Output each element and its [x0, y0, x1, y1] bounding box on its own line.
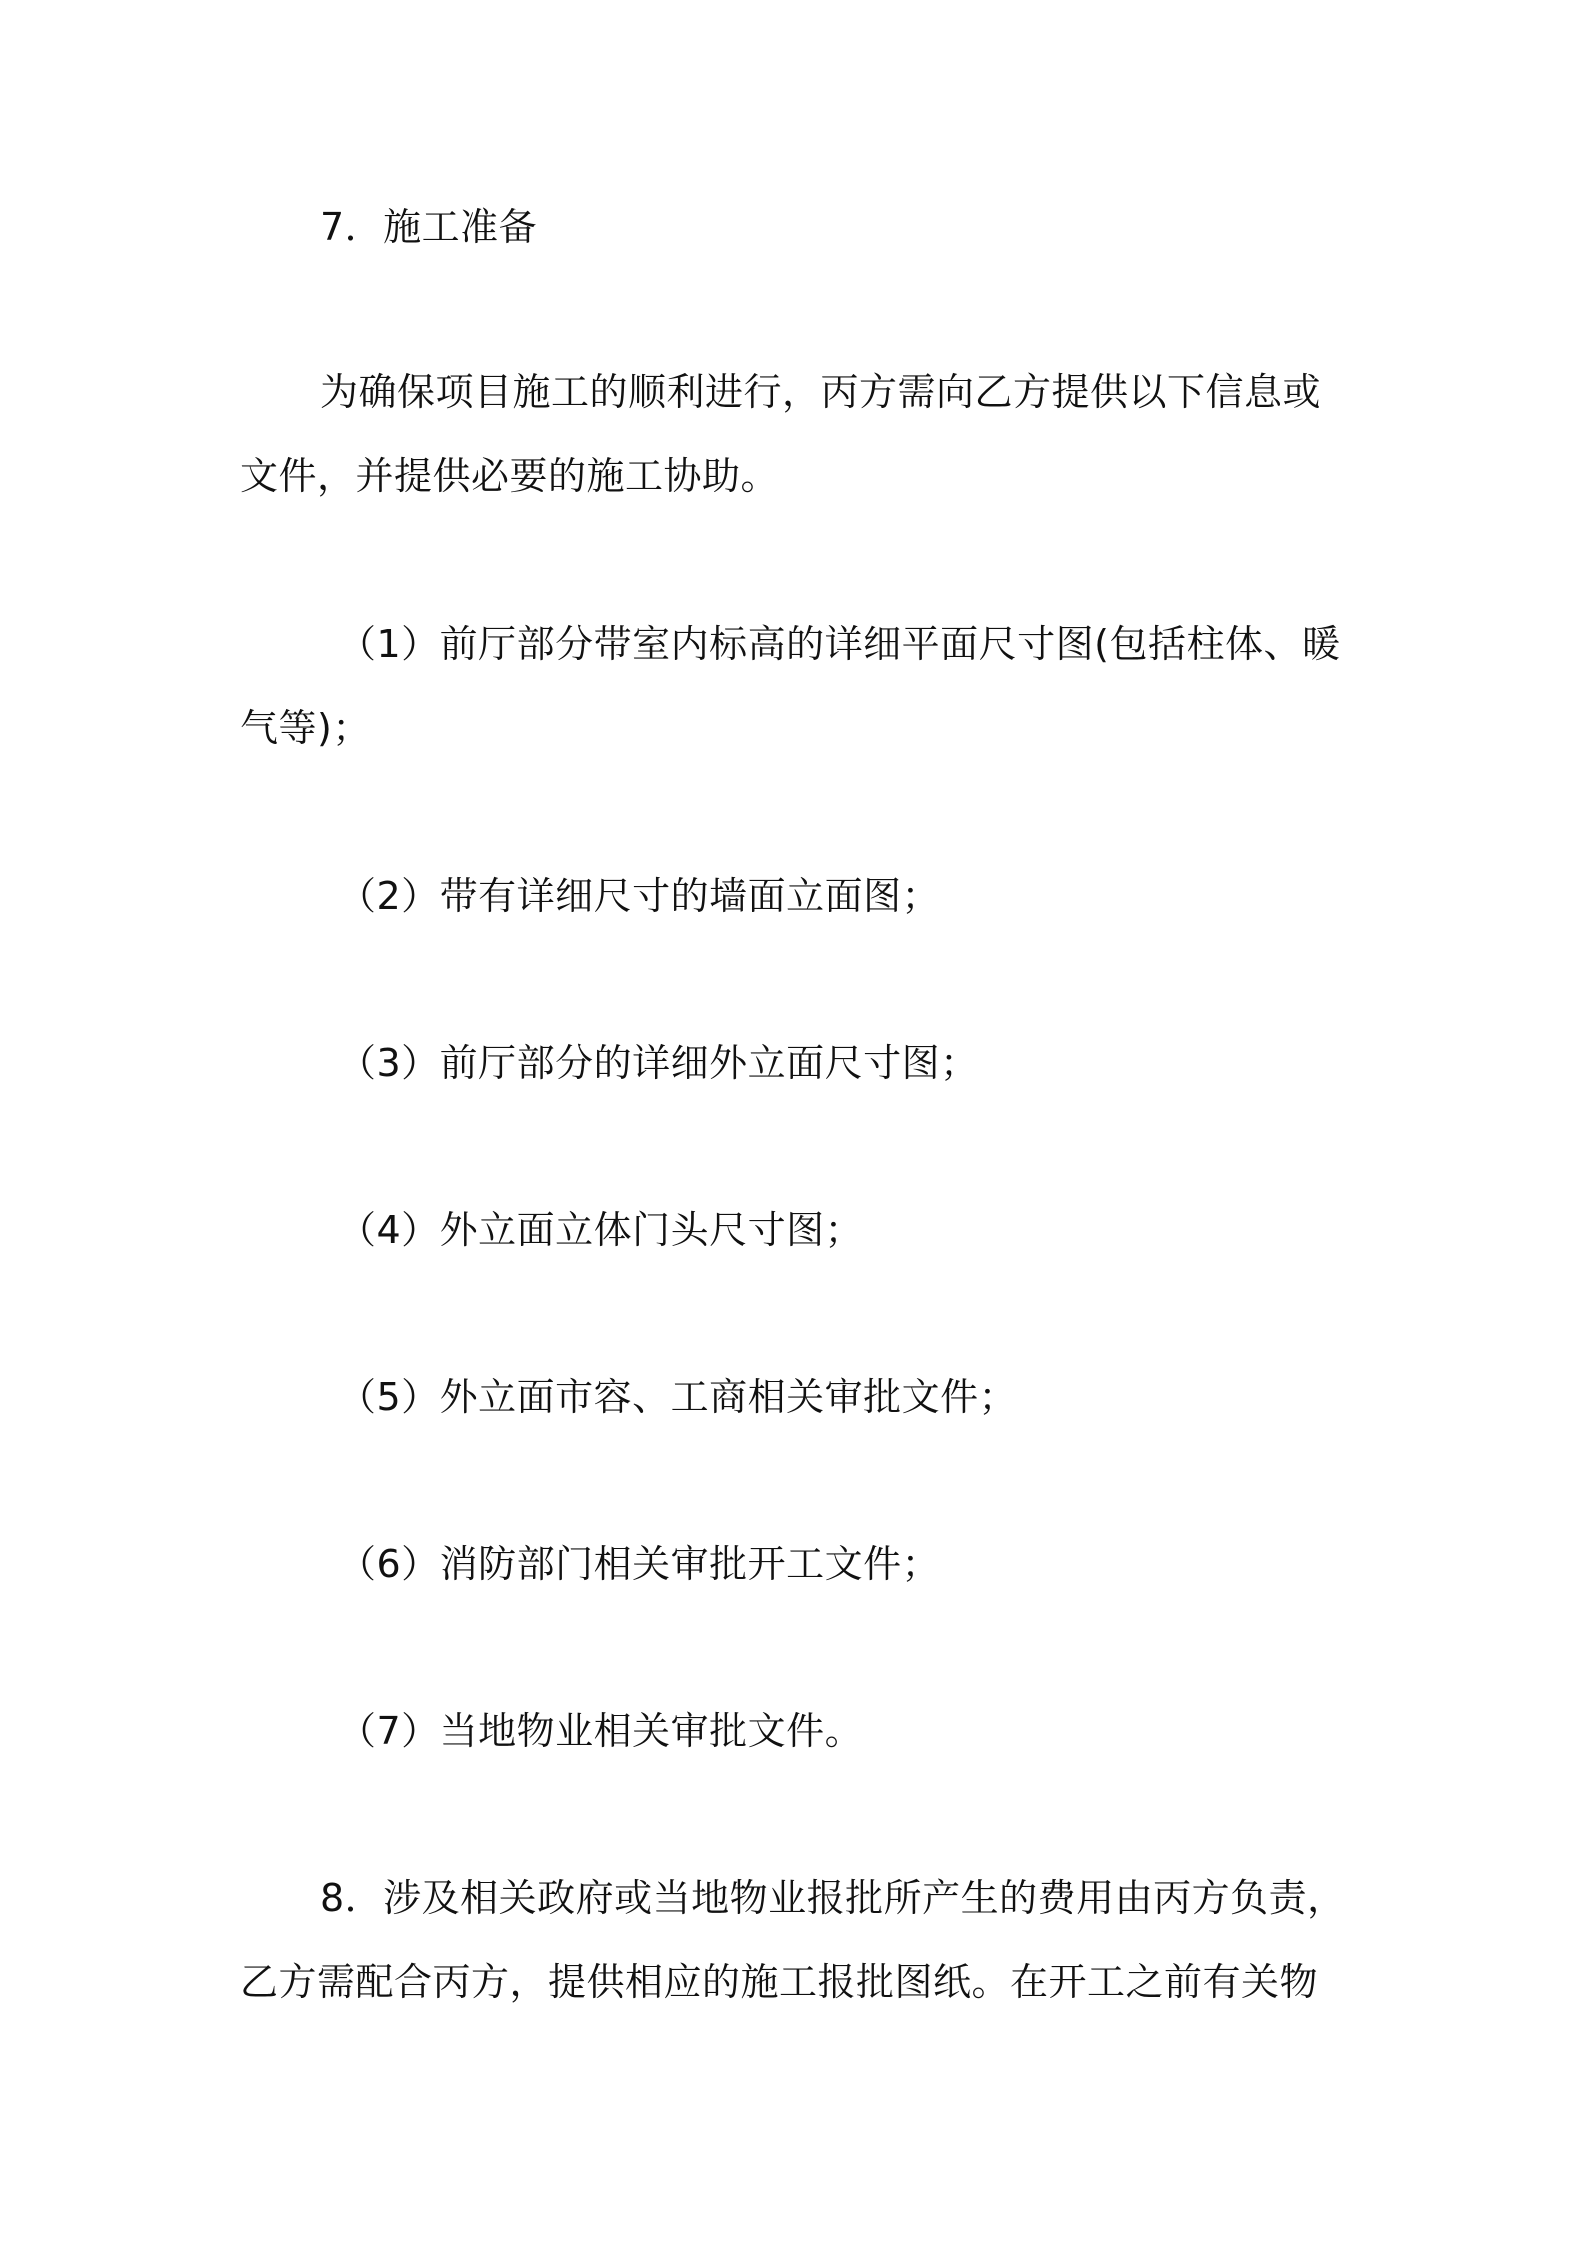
list-item-5: （5）外立面市容、工商相关审批文件；: [338, 1375, 1018, 1419]
list-item-6: （6）消防部门相关审批开工文件；: [338, 1542, 941, 1586]
section-7-heading: 7．施工准备: [320, 205, 538, 249]
list-item-1-line-2: 气等)；: [240, 706, 371, 750]
list-item-7: （7）当地物业相关审批文件。: [338, 1709, 864, 1753]
section-8-line-2: 乙方需配合丙方，提供相应的施工报批图纸。在开工之前有关物: [240, 1960, 1319, 2004]
list-item-3: （3）前厅部分的详细外立面尺寸图；: [338, 1041, 979, 1085]
section-7-intro-line-2: 文件，并提供必要的施工协助。: [240, 454, 780, 498]
list-item-2: （2）带有详细尺寸的墙面立面图；: [338, 874, 941, 918]
list-item-1-line-1: （1）前厅部分带室内标高的详细平面尺寸图(包括柱体、暖: [338, 622, 1341, 666]
section-8-line-1: 8．涉及相关政府或当地物业报批所产生的费用由丙方负责，: [320, 1876, 1346, 1920]
section-7-intro-line-1: 为确保项目施工的顺利进行，丙方需向乙方提供以下信息或: [320, 370, 1322, 414]
list-item-4: （4）外立面立体门头尺寸图；: [338, 1208, 864, 1252]
